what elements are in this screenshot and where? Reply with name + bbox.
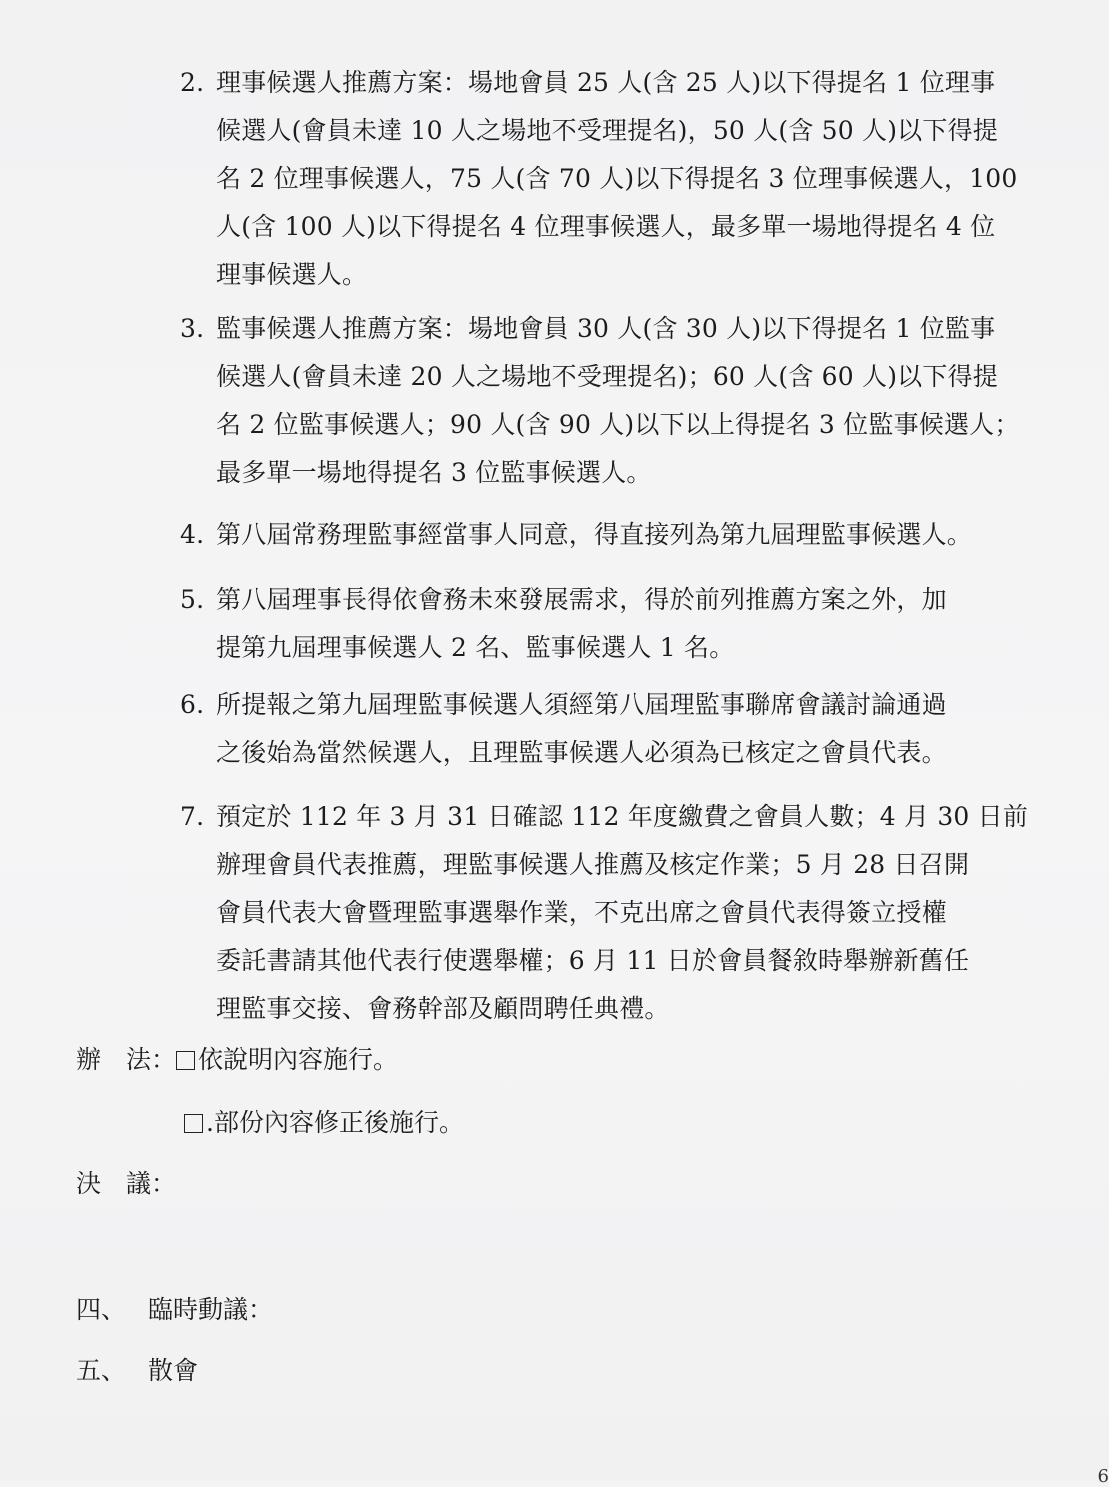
item-line: 名 2 位監事候選人；90 人(含 90 人)以下以上得提名 3 位監事候選人； xyxy=(216,410,1020,439)
item-line: 提第九屆理事候選人 2 名、監事候選人 1 名。 xyxy=(216,633,735,662)
item-line: 所提報之第九屆理監事候選人須經第八屆理監事聯席會議討論通過 xyxy=(216,690,947,719)
method-label: 辦 法： xyxy=(76,1045,177,1074)
item-line: 名 2 位理事候選人，75 人(含 70 人)以下得提名 3 位理事候選人，100 xyxy=(216,164,1018,193)
list-item-3 xyxy=(180,305,1020,497)
item-number: 7. xyxy=(180,802,205,831)
item-line: 辦理會員代表推薦，理監事候選人推薦及核定作業；5 月 28 日召開 xyxy=(216,850,970,879)
item-line: 第八屆理事長得依會務未來發展需求，得於前列推薦方案之外，加 xyxy=(216,585,947,614)
item-line: 預定於 112 年 3 月 31 日確認 112 年度繳費之會員人數；4 月 30 日前 xyxy=(216,802,1029,831)
method-option1-checkbox[interactable] xyxy=(176,1051,195,1070)
item-line: 委託書請其他代表行使選舉權；6 月 11 日於會員餐敘時舉辦新舊任 xyxy=(216,946,970,975)
item-line: 最多單一場地得提名 3 位監事候選人。 xyxy=(216,458,652,487)
list-item-6 xyxy=(180,681,1010,777)
item-line: 候選人(會員未達 20 人之場地不受理提名)；60 人(含 60 人)以下得提 xyxy=(216,362,998,391)
item-line: 監事候選人推薦方案：場地會員 30 人(含 30 人)以下得提名 1 位監事 xyxy=(216,314,996,343)
section-4-number: 四、 xyxy=(76,1295,127,1324)
page-number: 6 xyxy=(1097,1466,1109,1487)
resolution-row xyxy=(76,1164,176,1204)
item-number: 2. xyxy=(180,68,205,97)
item-line: 第八屆常務理監事經當事人同意，得直接列為第九屆理監事候選人。 xyxy=(216,520,973,549)
method-option1-text: 依說明內容施行。 xyxy=(198,1045,399,1074)
item-line: 理監事交接、會務幹部及顧問聘任典禮。 xyxy=(216,994,670,1023)
item-line: 人(含 100 人)以下得提名 4 位理事候選人，最多單一場地得提名 4 位 xyxy=(216,212,996,241)
section-5-row xyxy=(76,1351,198,1391)
method-option2-text: .部份內容修正後施行。 xyxy=(206,1108,464,1137)
section-5-number: 五、 xyxy=(76,1356,127,1385)
list-item-5 xyxy=(180,576,1010,672)
item-line: 理事候選人推薦方案：場地會員 25 人(含 25 人)以下得提名 1 位理事 xyxy=(216,68,996,97)
item-line: 候選人(會員未達 10 人之場地不受理提名)，50 人(含 50 人)以下得提 xyxy=(216,116,998,145)
item-line: 理事候選人。 xyxy=(216,260,368,289)
resolution-label: 決 議： xyxy=(76,1169,177,1198)
list-item-4 xyxy=(180,511,1010,559)
item-number: 5. xyxy=(180,585,205,614)
method-option2-row xyxy=(184,1103,464,1143)
method-option2-checkbox[interactable] xyxy=(184,1114,203,1133)
item-line: 會員代表大會暨理監事選舉作業，不克出席之會員代表得簽立授權 xyxy=(216,898,947,927)
item-number: 6. xyxy=(180,690,205,719)
section-4-row xyxy=(76,1290,273,1330)
method-row xyxy=(76,1040,398,1080)
list-item-2 xyxy=(180,59,1018,299)
section-5-text: 散會 xyxy=(147,1356,198,1385)
item-number: 3. xyxy=(180,314,205,343)
section-4-text: 臨時動議： xyxy=(147,1295,273,1324)
item-line: 之後始為當然候選人，且理監事候選人必須為已核定之會員代表。 xyxy=(216,738,947,767)
list-item-7 xyxy=(180,793,1029,1033)
item-number: 4. xyxy=(180,520,205,549)
